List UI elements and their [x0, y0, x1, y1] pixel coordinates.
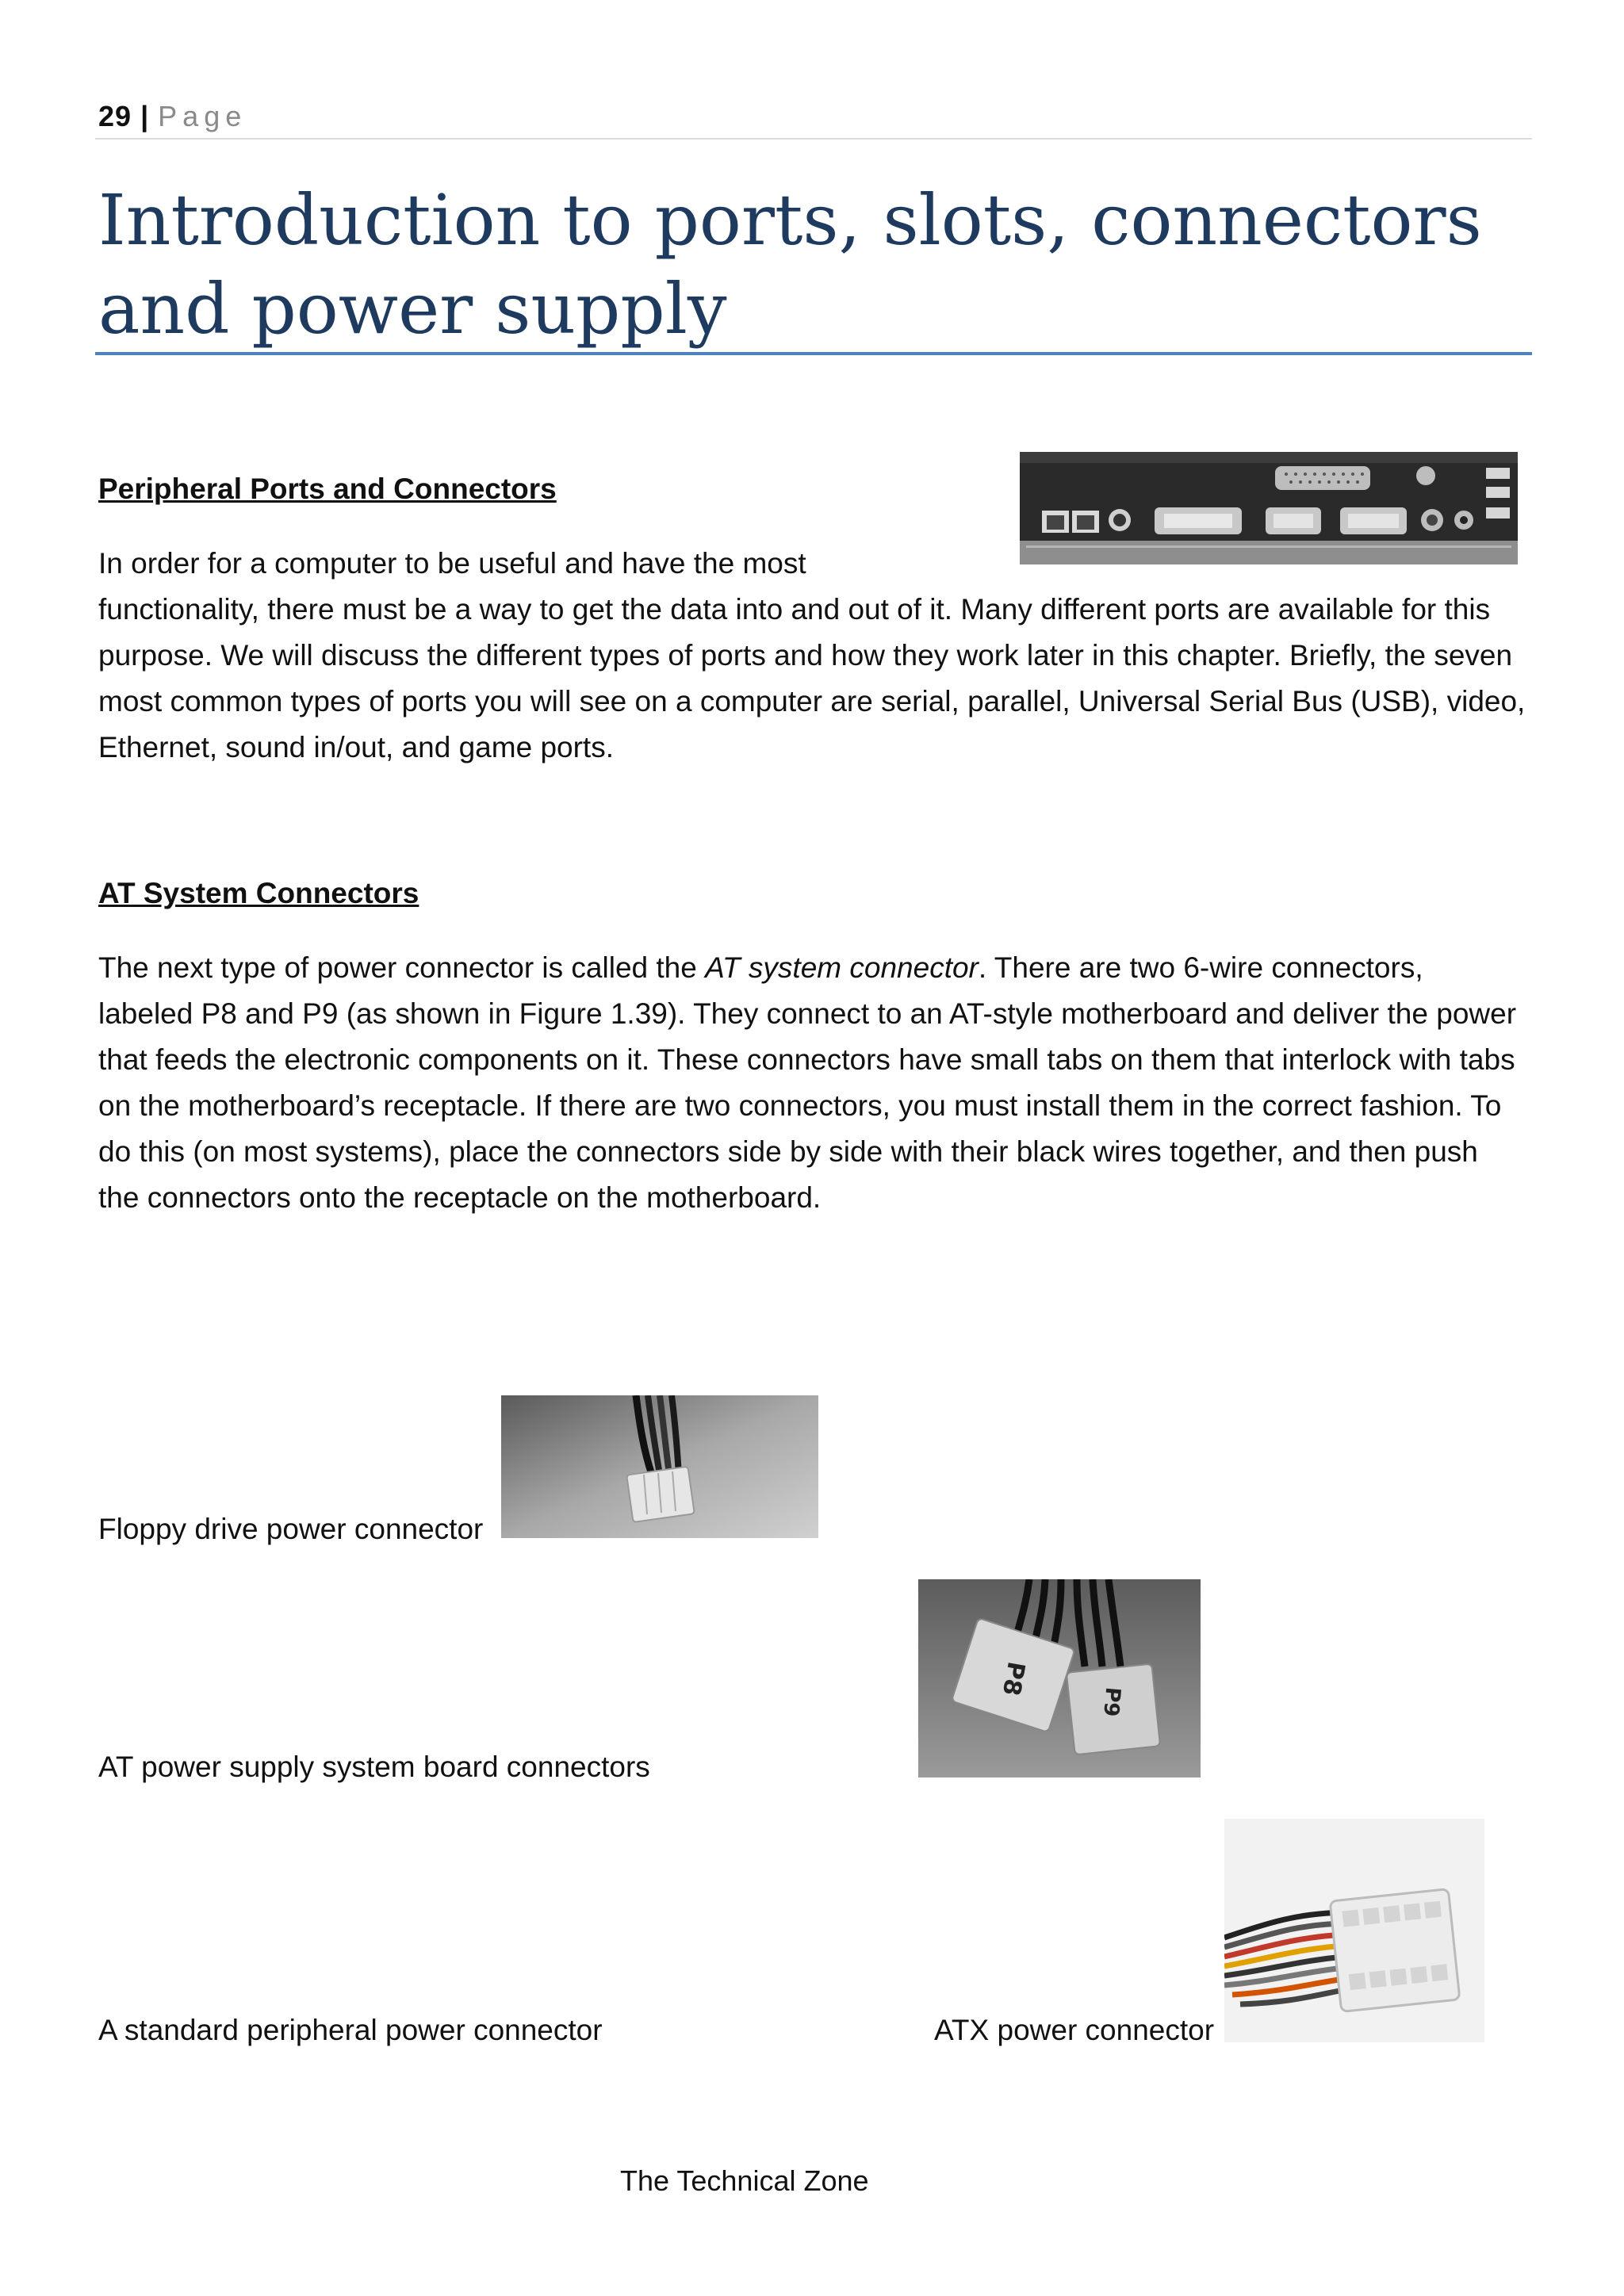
- floppy-connector-photo: [501, 1395, 818, 1538]
- page-header: [98, 100, 247, 133]
- page-number: 29: [98, 100, 132, 132]
- floppy-connector-illustration: [501, 1395, 818, 1538]
- peripheral-paragraph: functionality, there must be a way to get the data into and out of it. Many different ports are available for this purpose. We will discuss the different types of ports and how they work later in this chapter. Briefly, the seven most common types of ports you will see on a computer are serial, parallel, Universal Serial Bus (USB), video, Ethernet, sound in/out, and game ports.: [98, 593, 1526, 763]
- footer-text: The Technical Zone: [620, 2164, 869, 2197]
- caption-at-board-connectors: AT power supply system board connectors: [98, 1751, 650, 1783]
- at-text-italic: AT system connector: [705, 951, 979, 984]
- at-board-connectors-illustration: [918, 1579, 1201, 1777]
- header-divider: [95, 138, 1532, 140]
- atx-connector-illustration: [1224, 1819, 1484, 2042]
- atx-connector-photo: [1224, 1819, 1484, 2042]
- p9-label: P9: [1098, 1686, 1125, 1718]
- section-heading-peripheral-ports: Peripheral Ports and Connectors: [98, 473, 557, 505]
- at-text-after: . There are two 6-wire connectors, labeled P8 and P9 (as shown in Figure 1.39). They connect to an AT-style motherboard and deliver the power that feeds the electronic components on it. These connectors have small tabs on them that interlock with tabs on the motherboard’s receptacle. If there are two connectors, you must install them in the correct fashion. To do this (on most systems), place the connectors side by side with their black wires together, and then push the connectors onto the receptacle on the motherboard.: [98, 951, 1517, 1214]
- at-board-connectors-photo: [918, 1579, 1201, 1777]
- at-text-before: The next type of power connector is called the: [98, 951, 706, 984]
- rear-ports-photo: [1020, 452, 1518, 564]
- rear-ports-illustration: [1020, 452, 1518, 564]
- page-separator: |: [140, 100, 150, 132]
- section-heading-at-system-connectors: AT System Connectors: [98, 877, 419, 909]
- caption-peripheral-power-connector: A standard peripheral power connector: [98, 2014, 603, 2046]
- peripheral-paragraph-first-line: In order for a computer to be useful and have the most: [98, 547, 806, 580]
- title-divider: [95, 352, 1532, 355]
- at-system-paragraph: [98, 945, 1526, 1221]
- caption-atx-connector: ATX power connector: [934, 2014, 1215, 2046]
- page-title: Introduction to ports, slots, connectors and power supply: [98, 179, 1482, 350]
- page-word: Page: [158, 100, 247, 132]
- p8-label: P8: [996, 1659, 1030, 1698]
- caption-floppy-connector: Floppy drive power connector: [98, 1513, 484, 1545]
